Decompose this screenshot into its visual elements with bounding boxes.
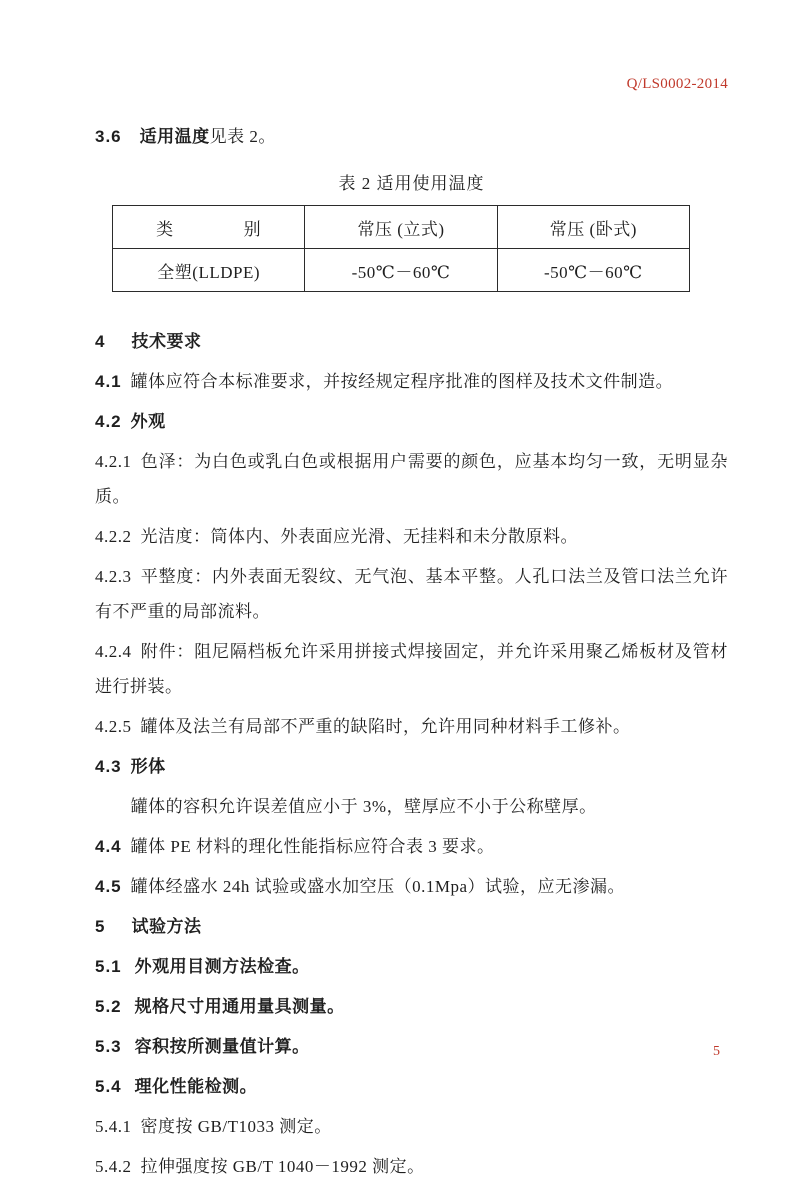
clause-4-3 [95, 749, 728, 784]
table-2-temperature [112, 205, 690, 292]
section-4-heading [95, 324, 728, 359]
clause-4-2-1 [95, 444, 728, 514]
clause-number: 5.2 [95, 997, 122, 1016]
clause-4-2-4 [95, 634, 728, 704]
clause-4-2-5 [95, 709, 728, 744]
clause-number: 5.1 [95, 957, 122, 976]
standard-code: Q/LS0002-2014 [626, 76, 728, 92]
clause-4-4 [95, 829, 728, 864]
clause-4-2 [95, 404, 728, 439]
clause-text: 见表 2。 [209, 127, 276, 146]
clause-number: 4.2.4 [95, 642, 132, 661]
clause-number: 4.2 [95, 412, 122, 431]
clause-text: 色泽：为白色或乳白色或根据用户需要的颜色，应基本均匀一致，无明显杂质。 [95, 452, 728, 506]
table-header-normal-pressure-vertical: 常压 (立式) [305, 206, 497, 249]
clause-3-6 [95, 119, 728, 154]
clause-number: 4.5 [95, 877, 122, 896]
clause-number: 5.4 [95, 1077, 122, 1096]
page-number: 5 [713, 1044, 720, 1059]
clause-number: 4.2.3 [95, 567, 132, 586]
clause-text: 光洁度：筒体内、外表面应光滑、无挂料和未分散原料。 [140, 527, 578, 546]
clause-5-4-2 [95, 1149, 728, 1184]
clause-text: 规格尺寸用通用量具测量。 [134, 997, 345, 1016]
clause-number: 5.4.1 [95, 1117, 132, 1136]
clause-text: 罐体应符合本标准要求，并按经规定程序批准的图样及技术文件制造。 [130, 372, 674, 391]
section-title: 试验方法 [131, 917, 202, 936]
table-row [113, 249, 690, 292]
clause-4-2-3 [95, 559, 728, 629]
table-cell-temp-vertical: -50℃－60℃ [305, 249, 497, 292]
clause-number: 4.1 [95, 372, 122, 391]
clause-4-1 [95, 364, 728, 399]
clause-4-2-2 [95, 519, 728, 554]
clause-text: 罐体经盛水 24h 试验或盛水加空压（0.1Mpa）试验，应无渗漏。 [130, 877, 626, 896]
clause-number: 4.2.5 [95, 717, 132, 736]
clause-number: 5.3 [95, 1037, 122, 1056]
table-cell-material: 全塑(LLDPE) [113, 249, 305, 292]
table-header-normal-pressure-horizontal: 常压 (卧式) [497, 206, 689, 249]
clause-text: 拉伸强度按 GB/T 1040－1992 测定。 [140, 1157, 425, 1176]
clause-number: 4.2.1 [95, 452, 132, 471]
clause-text: 罐体 PE 材料的理化性能指标应符合表 3 要求。 [130, 837, 495, 856]
clause-title: 形体 [130, 757, 166, 776]
table-cell-temp-horizontal: -50℃－60℃ [497, 249, 689, 292]
clause-5-4 [95, 1069, 728, 1104]
table-header-category: 类 别 [113, 206, 305, 249]
clause-5-3 [95, 1029, 728, 1064]
clause-text: 容积按所测量值计算。 [134, 1037, 310, 1056]
clause-5-1 [95, 949, 728, 984]
clause-title: 外观 [130, 412, 166, 431]
clause-number: 4.2.2 [95, 527, 132, 546]
clause-5-4-1 [95, 1109, 728, 1144]
clause-number: 4 [95, 332, 106, 351]
section-title: 技术要求 [131, 332, 202, 351]
clause-4-3-body [95, 789, 728, 824]
clause-number: 3.6 [95, 127, 122, 146]
clause-text: 外观用目测方法检查。 [134, 957, 310, 976]
clause-number: 5 [95, 917, 106, 936]
page-body [95, 76, 728, 1189]
clause-title: 适用温度 [139, 127, 210, 146]
clause-number: 4.3 [95, 757, 122, 776]
clause-number: 5.4.2 [95, 1157, 132, 1176]
clause-4-5 [95, 869, 728, 904]
section-5-heading [95, 909, 728, 944]
clause-5-2 [95, 989, 728, 1024]
clause-number: 4.4 [95, 837, 122, 856]
clause-text: 密度按 GB/T1033 测定。 [140, 1117, 332, 1136]
clause-text: 罐体的容积允许误差值应小于 3%，壁厚应不小于公称壁厚。 [130, 797, 597, 816]
clause-text: 罐体及法兰有局部不严重的缺陷时，允许用同种材料手工修补。 [140, 717, 631, 736]
table-2-caption: 表 2 适用使用温度 [338, 174, 485, 193]
clause-text: 附件：阻尼隔档板允许采用拼接式焊接固定，并允许采用聚乙烯板材及管材进行拼装。 [95, 642, 728, 696]
clause-text: 理化性能检测。 [134, 1077, 258, 1096]
clause-text: 平整度：内外表面无裂纹、无气泡、基本平整。人孔口法兰及管口法兰允许有不严重的局部流料。 [95, 567, 728, 621]
table-header-row [113, 206, 690, 249]
